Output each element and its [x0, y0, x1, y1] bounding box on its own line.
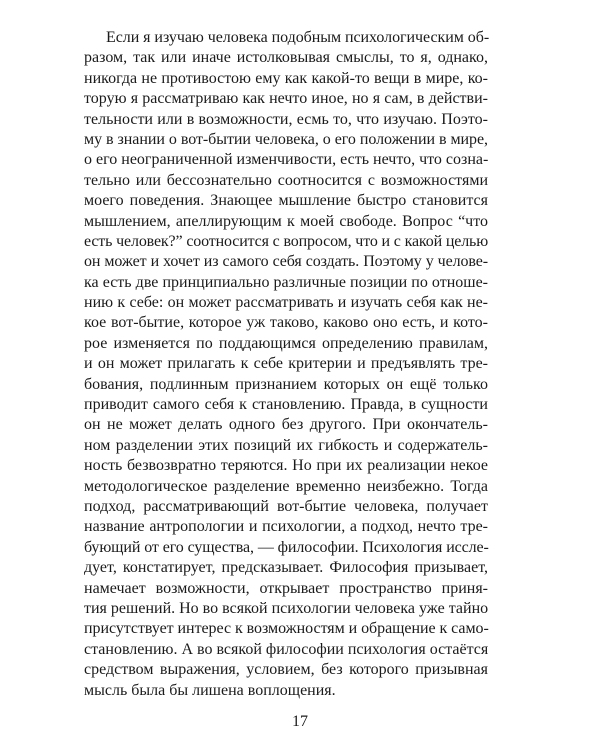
- text-line: и он может прилагать к себе критерии и предъявлять тре-: [84, 355, 488, 373]
- text-line: методологическое разделение временно неизбежно. Тогда: [84, 477, 488, 495]
- text-line: никогда не противостою ему как какой-то вещи в мире, ко-: [84, 69, 488, 87]
- text-line: тельно или бессознательно соотносится с возможностями: [84, 171, 488, 189]
- text-line: подход, рассматривающий вот-бытие человека, получает: [84, 497, 488, 515]
- text-line: торую я рассматриваю как нечто иное, но я сам, в действи-: [84, 90, 488, 108]
- body-text: [84, 28, 488, 701]
- text-line: название антропологии и психологии, а подход, нечто тре-: [84, 518, 488, 536]
- text-line: бующий от его существа, — философии. Психология иссле-: [84, 538, 489, 556]
- text-line: ка есть две принципиально различные позиции по отноше-: [84, 273, 488, 291]
- text-line: средством выражения, условием, без которого призывная: [84, 661, 488, 679]
- text-line: разом, так или иначе истолковывая смыслы, то я, однако,: [84, 49, 488, 67]
- text-line: бования, подлинным признанием которых он ещё только: [84, 375, 488, 393]
- page-number: 17: [292, 713, 308, 730]
- text-line: он не может делать одного без другого. При окончатель-: [84, 416, 488, 434]
- text-line: становлению. А во всякой философии психология остаётся: [84, 640, 489, 658]
- text-line: му в знании о вот-бытии человека, о его положении в мире,: [84, 130, 488, 148]
- text-line: кое вот-бытие, которое уж таково, каково оно есть, и кото-: [84, 314, 488, 332]
- text-line: намечает возможности, открывает пространство приня-: [84, 579, 488, 597]
- text-line: рое изменяется по поддающимся определению правилам,: [84, 334, 488, 352]
- text-line: есть человек?” соотносится с вопросом, что и с какой целью: [84, 232, 488, 250]
- text-line: мысль была бы лишена воплощения.: [84, 681, 336, 699]
- text-line: ность безвозвратно теряются. Но при их реализации некое: [84, 457, 488, 475]
- text-line: присутствует интерес к возможностям и обращение к само-: [84, 620, 489, 638]
- text-line: дует, констатирует, предсказывает. Философия призывает,: [84, 559, 488, 577]
- text-line: приводит самого себя к становлению. Правда, в сущности: [84, 396, 488, 414]
- text-line: он может и хочет из самого себя создать. Поэтому у челове-: [84, 253, 488, 271]
- text-line: тия решений. Но во всякой психологии человека уже тайно: [84, 599, 489, 617]
- text-line: тельности или в возможности, есмь то, что изучаю. Поэто-: [84, 110, 488, 128]
- text-line: моего поведения. Знающее мышление быстро становится: [84, 192, 488, 210]
- text-line: нию к себе: он может рассматривать и изучать себя как не-: [84, 294, 488, 312]
- text-line: мышлением, апеллирующим к моей свободе. Вопрос “что: [84, 212, 488, 230]
- text-line: Если я изучаю человека подобным психологическим об-: [106, 29, 490, 46]
- text-line: ном разделении этих позиций их гибкость и содержатель-: [84, 436, 488, 454]
- text-line: о его неограниченной изменчивости, есть нечто, что созна-: [84, 151, 489, 169]
